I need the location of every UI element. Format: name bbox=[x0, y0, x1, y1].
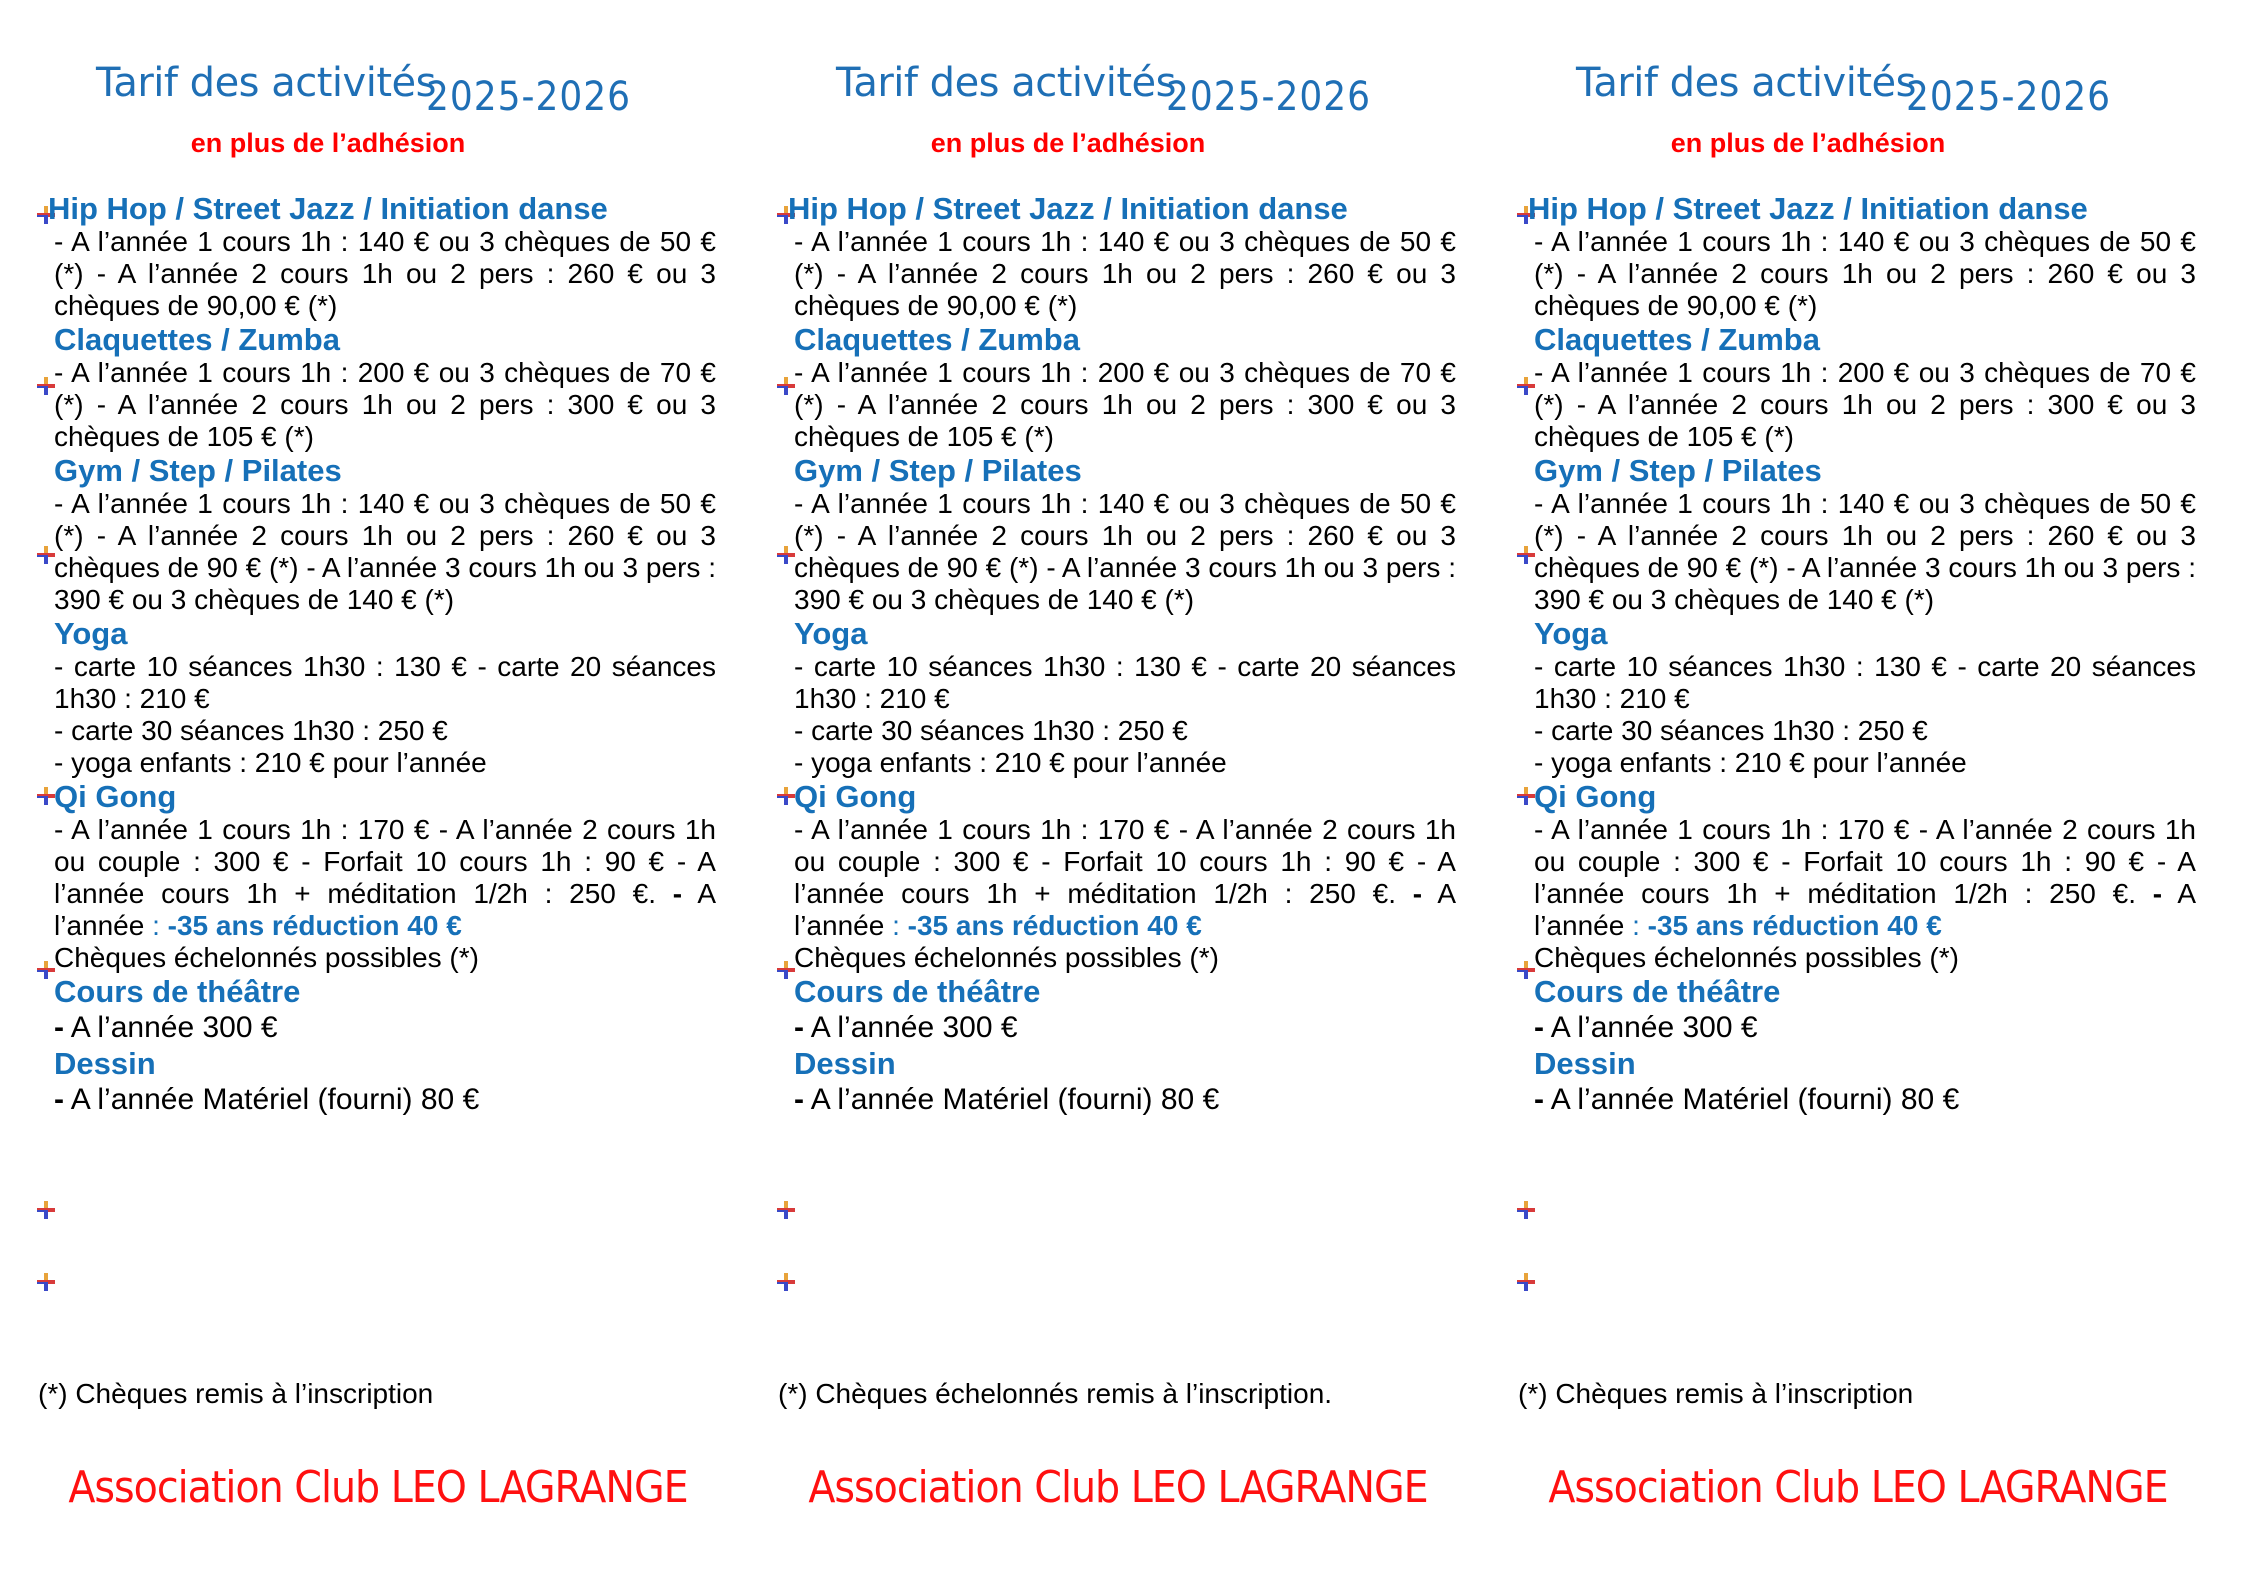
colored-cross-bullet-icon bbox=[36, 1272, 56, 1292]
theatre-price: A l’année 300 € bbox=[70, 1011, 278, 1044]
qigong-annual: A l’année bbox=[1534, 878, 2197, 941]
section-text bbox=[1534, 1081, 2196, 1118]
tariff-list bbox=[788, 191, 1457, 1118]
section-heading: Qi Gong bbox=[54, 779, 177, 814]
colon: : bbox=[152, 910, 160, 941]
section-text: - carte 10 séances 1h30 : 130 € - carte 20 séances 1h30 : 210 € bbox=[54, 651, 716, 714]
section-text: - A l’année 1 cours 1h : 200 € ou 3 chèques de 70 € (*) - A l’année 2 cours 1h ou 2 pers : 300 € ou 3 chèques de 105 € (*) bbox=[794, 357, 1456, 452]
section-yoga bbox=[794, 616, 1456, 779]
section-gym bbox=[1534, 453, 2196, 616]
association-name: Association Club LEO LAGRANGE bbox=[1548, 1462, 2168, 1513]
dessin-price: A l’année Matériel (fourni) 80 € bbox=[810, 1083, 1220, 1116]
flyer-title: Tarif des activités bbox=[1576, 60, 1916, 106]
section-text bbox=[54, 814, 716, 942]
section-hiphop bbox=[1528, 191, 2196, 322]
cheques-note: Chèques échelonnés possibles (*) bbox=[54, 942, 479, 973]
theatre-price: A l’année 300 € bbox=[810, 1011, 1018, 1044]
colored-cross-bullet-icon bbox=[776, 786, 796, 806]
section-heading: Qi Gong bbox=[794, 779, 917, 814]
section-qigong bbox=[54, 779, 716, 974]
section-gym bbox=[794, 453, 1456, 616]
dash: - bbox=[1412, 878, 1423, 909]
section-heading: Dessin bbox=[1534, 1046, 1636, 1081]
section-text: - A l’année 1 cours 1h : 140 € ou 3 chèques de 50 € (*) - A l’année 2 cours 1h ou 2 pers : 260 € ou 3 chèques de 90,00 € (*) bbox=[1534, 226, 2196, 321]
section-heading: Cours de théâtre bbox=[54, 974, 301, 1009]
dash: - bbox=[54, 1083, 64, 1116]
qigong-prices: - A l’année 1 cours 1h : 170 € - A l’année 2 cours 1h ou couple : 300 € - Forfait 10 cours 1h : 90 € - A l’année cours 1h + méditation 1/2h : 250 €. bbox=[54, 814, 716, 909]
section-theatre bbox=[1534, 974, 2196, 1046]
colored-cross-bullet-icon bbox=[776, 1272, 796, 1292]
section-text: - carte 30 séances 1h30 : 250 € bbox=[794, 715, 1188, 746]
colored-cross-bullet-icon bbox=[1516, 786, 1536, 806]
section-text: - A l’année 1 cours 1h : 200 € ou 3 chèques de 70 € (*) - A l’année 2 cours 1h ou 2 pers : 300 € ou 3 chèques de 105 € (*) bbox=[1534, 357, 2196, 452]
colored-cross-bullet-icon bbox=[1516, 1200, 1536, 1220]
section-heading: Yoga bbox=[794, 616, 868, 651]
section-text: - A l’année 1 cours 1h : 200 € ou 3 chèques de 70 € (*) - A l’année 2 cours 1h ou 2 pers : 300 € ou 3 chèques de 105 € (*) bbox=[54, 357, 716, 452]
section-qigong bbox=[794, 779, 1456, 974]
section-theatre bbox=[794, 974, 1456, 1046]
section-dessin bbox=[1534, 1046, 2196, 1118]
association-name: Association Club LEO LAGRANGE bbox=[68, 1462, 688, 1513]
section-text: - carte 10 séances 1h30 : 130 € - carte 20 séances 1h30 : 210 € bbox=[1534, 651, 2196, 714]
dash: - bbox=[54, 1011, 64, 1044]
colored-cross-bullet-icon bbox=[36, 376, 56, 396]
section-text: - A l’année 1 cours 1h : 140 € ou 3 chèques de 50 € (*) - A l’année 2 cours 1h ou 2 pers : 260 € ou 3 chèques de 90 € (*) - A l’année 3 cours 1h ou 3 pers : 390 € ou 3 chèques de 140 € (*) bbox=[1534, 488, 2196, 615]
section-claquettes bbox=[794, 322, 1456, 453]
cheques-note: Chèques échelonnés possibles (*) bbox=[1534, 942, 1959, 973]
section-claquettes bbox=[1534, 322, 2196, 453]
reduction-note: -35 ans réduction 40 € bbox=[1647, 910, 1942, 941]
colon: : bbox=[892, 910, 900, 941]
season-year: 2025-2026 bbox=[425, 74, 632, 120]
season-year: 2025-2026 bbox=[1905, 74, 2112, 120]
flyer-column bbox=[18, 0, 717, 1587]
dash: - bbox=[2152, 878, 2163, 909]
section-hiphop bbox=[48, 191, 716, 322]
section-heading: Yoga bbox=[1534, 616, 1608, 651]
section-heading: Yoga bbox=[54, 616, 128, 651]
section-hiphop bbox=[788, 191, 1456, 322]
association-name: Association Club LEO LAGRANGE bbox=[808, 1462, 1428, 1513]
section-heading: Claquettes / Zumba bbox=[794, 322, 1080, 357]
colored-cross-bullet-icon bbox=[776, 960, 796, 980]
section-text bbox=[1534, 814, 2196, 942]
colored-cross-bullet-icon bbox=[776, 545, 796, 565]
qigong-prices: - A l’année 1 cours 1h : 170 € - A l’année 2 cours 1h ou couple : 300 € - Forfait 10 cours 1h : 90 € - A l’année cours 1h + méditation 1/2h : 250 €. bbox=[794, 814, 1456, 909]
dash: - bbox=[794, 1011, 804, 1044]
dash: - bbox=[1534, 1011, 1544, 1044]
qigong-annual: A l’année bbox=[794, 878, 1457, 941]
footnote: (*) Chèques échelonnés remis à l’inscription. bbox=[778, 1378, 1333, 1409]
section-dessin bbox=[54, 1046, 716, 1118]
section-yoga bbox=[1534, 616, 2196, 779]
dessin-price: A l’année Matériel (fourni) 80 € bbox=[1550, 1083, 1960, 1116]
dash: - bbox=[794, 1083, 804, 1116]
section-dessin bbox=[794, 1046, 1456, 1118]
flyer-subtitle: en plus de l’adhésion bbox=[930, 128, 1206, 158]
section-text: - carte 30 séances 1h30 : 250 € bbox=[1534, 715, 1928, 746]
section-text: - A l’année 1 cours 1h : 140 € ou 3 chèques de 50 € (*) - A l’année 2 cours 1h ou 2 pers : 260 € ou 3 chèques de 90,00 € (*) bbox=[794, 226, 1456, 321]
section-text: - A l’année 1 cours 1h : 140 € ou 3 chèques de 50 € (*) - A l’année 2 cours 1h ou 2 pers : 260 € ou 3 chèques de 90 € (*) - A l’année 3 cours 1h ou 3 pers : 390 € ou 3 chèques de 140 € (*) bbox=[794, 488, 1456, 615]
section-heading: Cours de théâtre bbox=[794, 974, 1041, 1009]
section-heading: Qi Gong bbox=[1534, 779, 1657, 814]
section-heading: Claquettes / Zumba bbox=[54, 322, 340, 357]
footnote: (*) Chèques remis à l’inscription bbox=[38, 1378, 434, 1409]
colored-cross-bullet-icon bbox=[776, 376, 796, 396]
section-text bbox=[794, 1009, 1456, 1046]
section-text bbox=[1534, 1009, 2196, 1046]
dash: - bbox=[1534, 1083, 1544, 1116]
colored-cross-bullet-icon bbox=[36, 960, 56, 980]
reduction-note: -35 ans réduction 40 € bbox=[907, 910, 1202, 941]
section-text: - A l’année 1 cours 1h : 140 € ou 3 chèques de 50 € (*) - A l’année 2 cours 1h ou 2 pers : 260 € ou 3 chèques de 90 € (*) - A l’année 3 cours 1h ou 3 pers : 390 € ou 3 chèques de 140 € (*) bbox=[54, 488, 716, 615]
colored-cross-bullet-icon bbox=[1516, 960, 1536, 980]
colored-cross-bullet-icon bbox=[36, 545, 56, 565]
flyer-title: Tarif des activités bbox=[836, 60, 1176, 106]
colored-cross-bullet-icon bbox=[1516, 376, 1536, 396]
flyer-column bbox=[758, 0, 1457, 1587]
title-line bbox=[96, 60, 632, 120]
section-heading: Hip Hop / Street Jazz / Initiation danse bbox=[788, 191, 1348, 226]
section-text: - yoga enfants : 210 € pour l’année bbox=[54, 747, 487, 778]
season-year: 2025-2026 bbox=[1165, 74, 1372, 120]
theatre-price: A l’année 300 € bbox=[1550, 1011, 1758, 1044]
section-heading: Dessin bbox=[794, 1046, 896, 1081]
section-text: - yoga enfants : 210 € pour l’année bbox=[1534, 747, 1967, 778]
flyer-column bbox=[1498, 0, 2197, 1587]
section-yoga bbox=[54, 616, 716, 779]
tariff-list bbox=[1528, 191, 2197, 1118]
section-heading: Hip Hop / Street Jazz / Initiation danse bbox=[48, 191, 608, 226]
title-line bbox=[1576, 60, 2112, 120]
section-heading: Dessin bbox=[54, 1046, 156, 1081]
colored-cross-bullet-icon bbox=[36, 786, 56, 806]
section-heading: Gym / Step / Pilates bbox=[1534, 453, 1822, 488]
section-heading: Cours de théâtre bbox=[1534, 974, 1781, 1009]
section-text: - yoga enfants : 210 € pour l’année bbox=[794, 747, 1227, 778]
title-line bbox=[836, 60, 1372, 120]
section-text: - carte 30 séances 1h30 : 250 € bbox=[54, 715, 448, 746]
colored-cross-bullet-icon bbox=[1516, 545, 1536, 565]
colored-cross-bullet-icon bbox=[1516, 1272, 1536, 1292]
colon: : bbox=[1632, 910, 1640, 941]
section-gym bbox=[54, 453, 716, 616]
section-text bbox=[794, 1081, 1456, 1118]
cheques-note: Chèques échelonnés possibles (*) bbox=[794, 942, 1219, 973]
dessin-price: A l’année Matériel (fourni) 80 € bbox=[70, 1083, 480, 1116]
qigong-annual: A l’année bbox=[54, 878, 717, 941]
flyer-subtitle: en plus de l’adhésion bbox=[190, 128, 466, 158]
section-text bbox=[54, 1009, 716, 1046]
section-qigong bbox=[1534, 779, 2196, 974]
section-heading: Gym / Step / Pilates bbox=[794, 453, 1082, 488]
section-text bbox=[794, 814, 1456, 942]
section-heading: Gym / Step / Pilates bbox=[54, 453, 342, 488]
section-claquettes bbox=[54, 322, 716, 453]
reduction-note: -35 ans réduction 40 € bbox=[167, 910, 462, 941]
flyer-title: Tarif des activités bbox=[96, 60, 436, 106]
section-heading: Hip Hop / Street Jazz / Initiation danse bbox=[1528, 191, 2088, 226]
section-text: - carte 10 séances 1h30 : 130 € - carte 20 séances 1h30 : 210 € bbox=[794, 651, 1456, 714]
colored-cross-bullet-icon bbox=[776, 1200, 796, 1220]
flyer-subtitle: en plus de l’adhésion bbox=[1670, 128, 1946, 158]
section-theatre bbox=[54, 974, 716, 1046]
colored-cross-bullet-icon bbox=[36, 1200, 56, 1220]
dash: - bbox=[672, 878, 683, 909]
tariff-list bbox=[48, 191, 717, 1118]
section-text: - A l’année 1 cours 1h : 140 € ou 3 chèques de 50 € (*) - A l’année 2 cours 1h ou 2 pers : 260 € ou 3 chèques de 90,00 € (*) bbox=[54, 226, 716, 321]
section-heading: Claquettes / Zumba bbox=[1534, 322, 1820, 357]
footnote: (*) Chèques remis à l’inscription bbox=[1518, 1378, 1914, 1409]
section-text bbox=[54, 1081, 716, 1118]
qigong-prices: - A l’année 1 cours 1h : 170 € - A l’année 2 cours 1h ou couple : 300 € - Forfait 10 cours 1h : 90 € - A l’année cours 1h + méditation 1/2h : 250 €. bbox=[1534, 814, 2196, 909]
